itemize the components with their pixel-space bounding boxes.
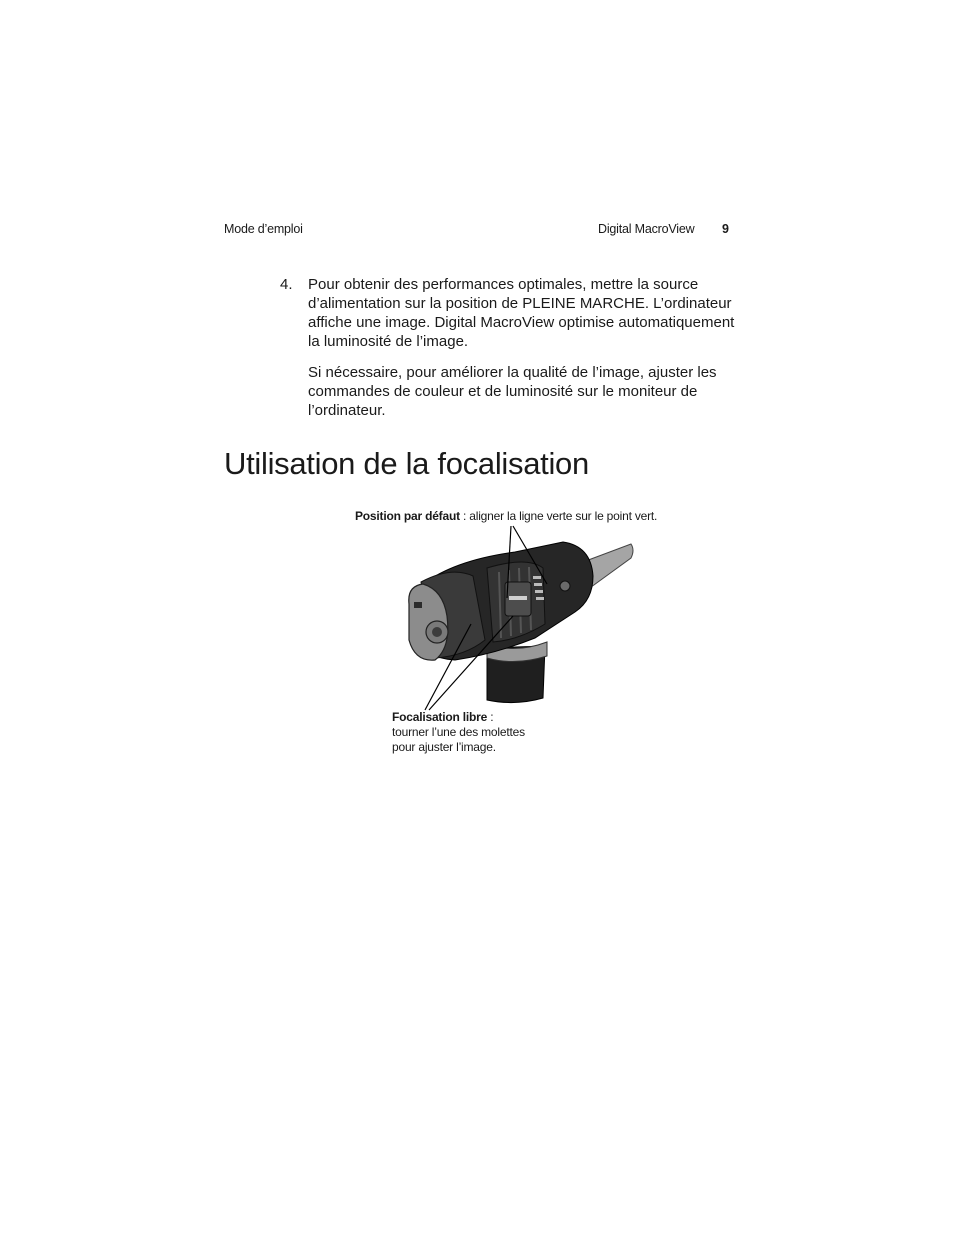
header-doc-title: Mode d’emploi: [224, 222, 303, 236]
step-paragraph-2: Si nécessaire, pour améliorer la qualité de l’image, ajuster les commandes de couleur et de luminosité sur le moniteur de l’ordinateur.: [308, 364, 717, 419]
callout-free-focus: [392, 710, 525, 755]
page-number: 9: [722, 222, 729, 236]
step-number: 4.: [280, 276, 293, 293]
callout-default-text: : aligner la ligne verte sur le point vert.: [459, 509, 658, 523]
callout-free-heading: [392, 710, 525, 725]
section-title: Utilisation de la focalisation: [224, 446, 589, 481]
header-product-name: Digital MacroView: [598, 222, 695, 236]
usb-port-icon: [414, 602, 422, 608]
callout-free-separator: :: [487, 710, 494, 724]
callout-default-label: Position par défaut: [355, 509, 460, 523]
green-dot-marker: [560, 581, 570, 591]
step-paragraph-1: Pour obtenir des performances optimales, mettre la source d’alimentation sur la position de PLEINE MARCHE. L’ordinateur affiche une image. Digital MacroView optimise automatiquement la luminosité de l’image.: [308, 276, 735, 350]
macroview-device-illustration: [395, 520, 645, 720]
step-body: [308, 275, 738, 420]
callout-free-line-1: tourner l’une des molettes: [392, 725, 525, 739]
callout-free-label: Focalisation libre: [392, 710, 488, 724]
callout-free-line-2: pour ajuster l’image.: [392, 740, 496, 754]
